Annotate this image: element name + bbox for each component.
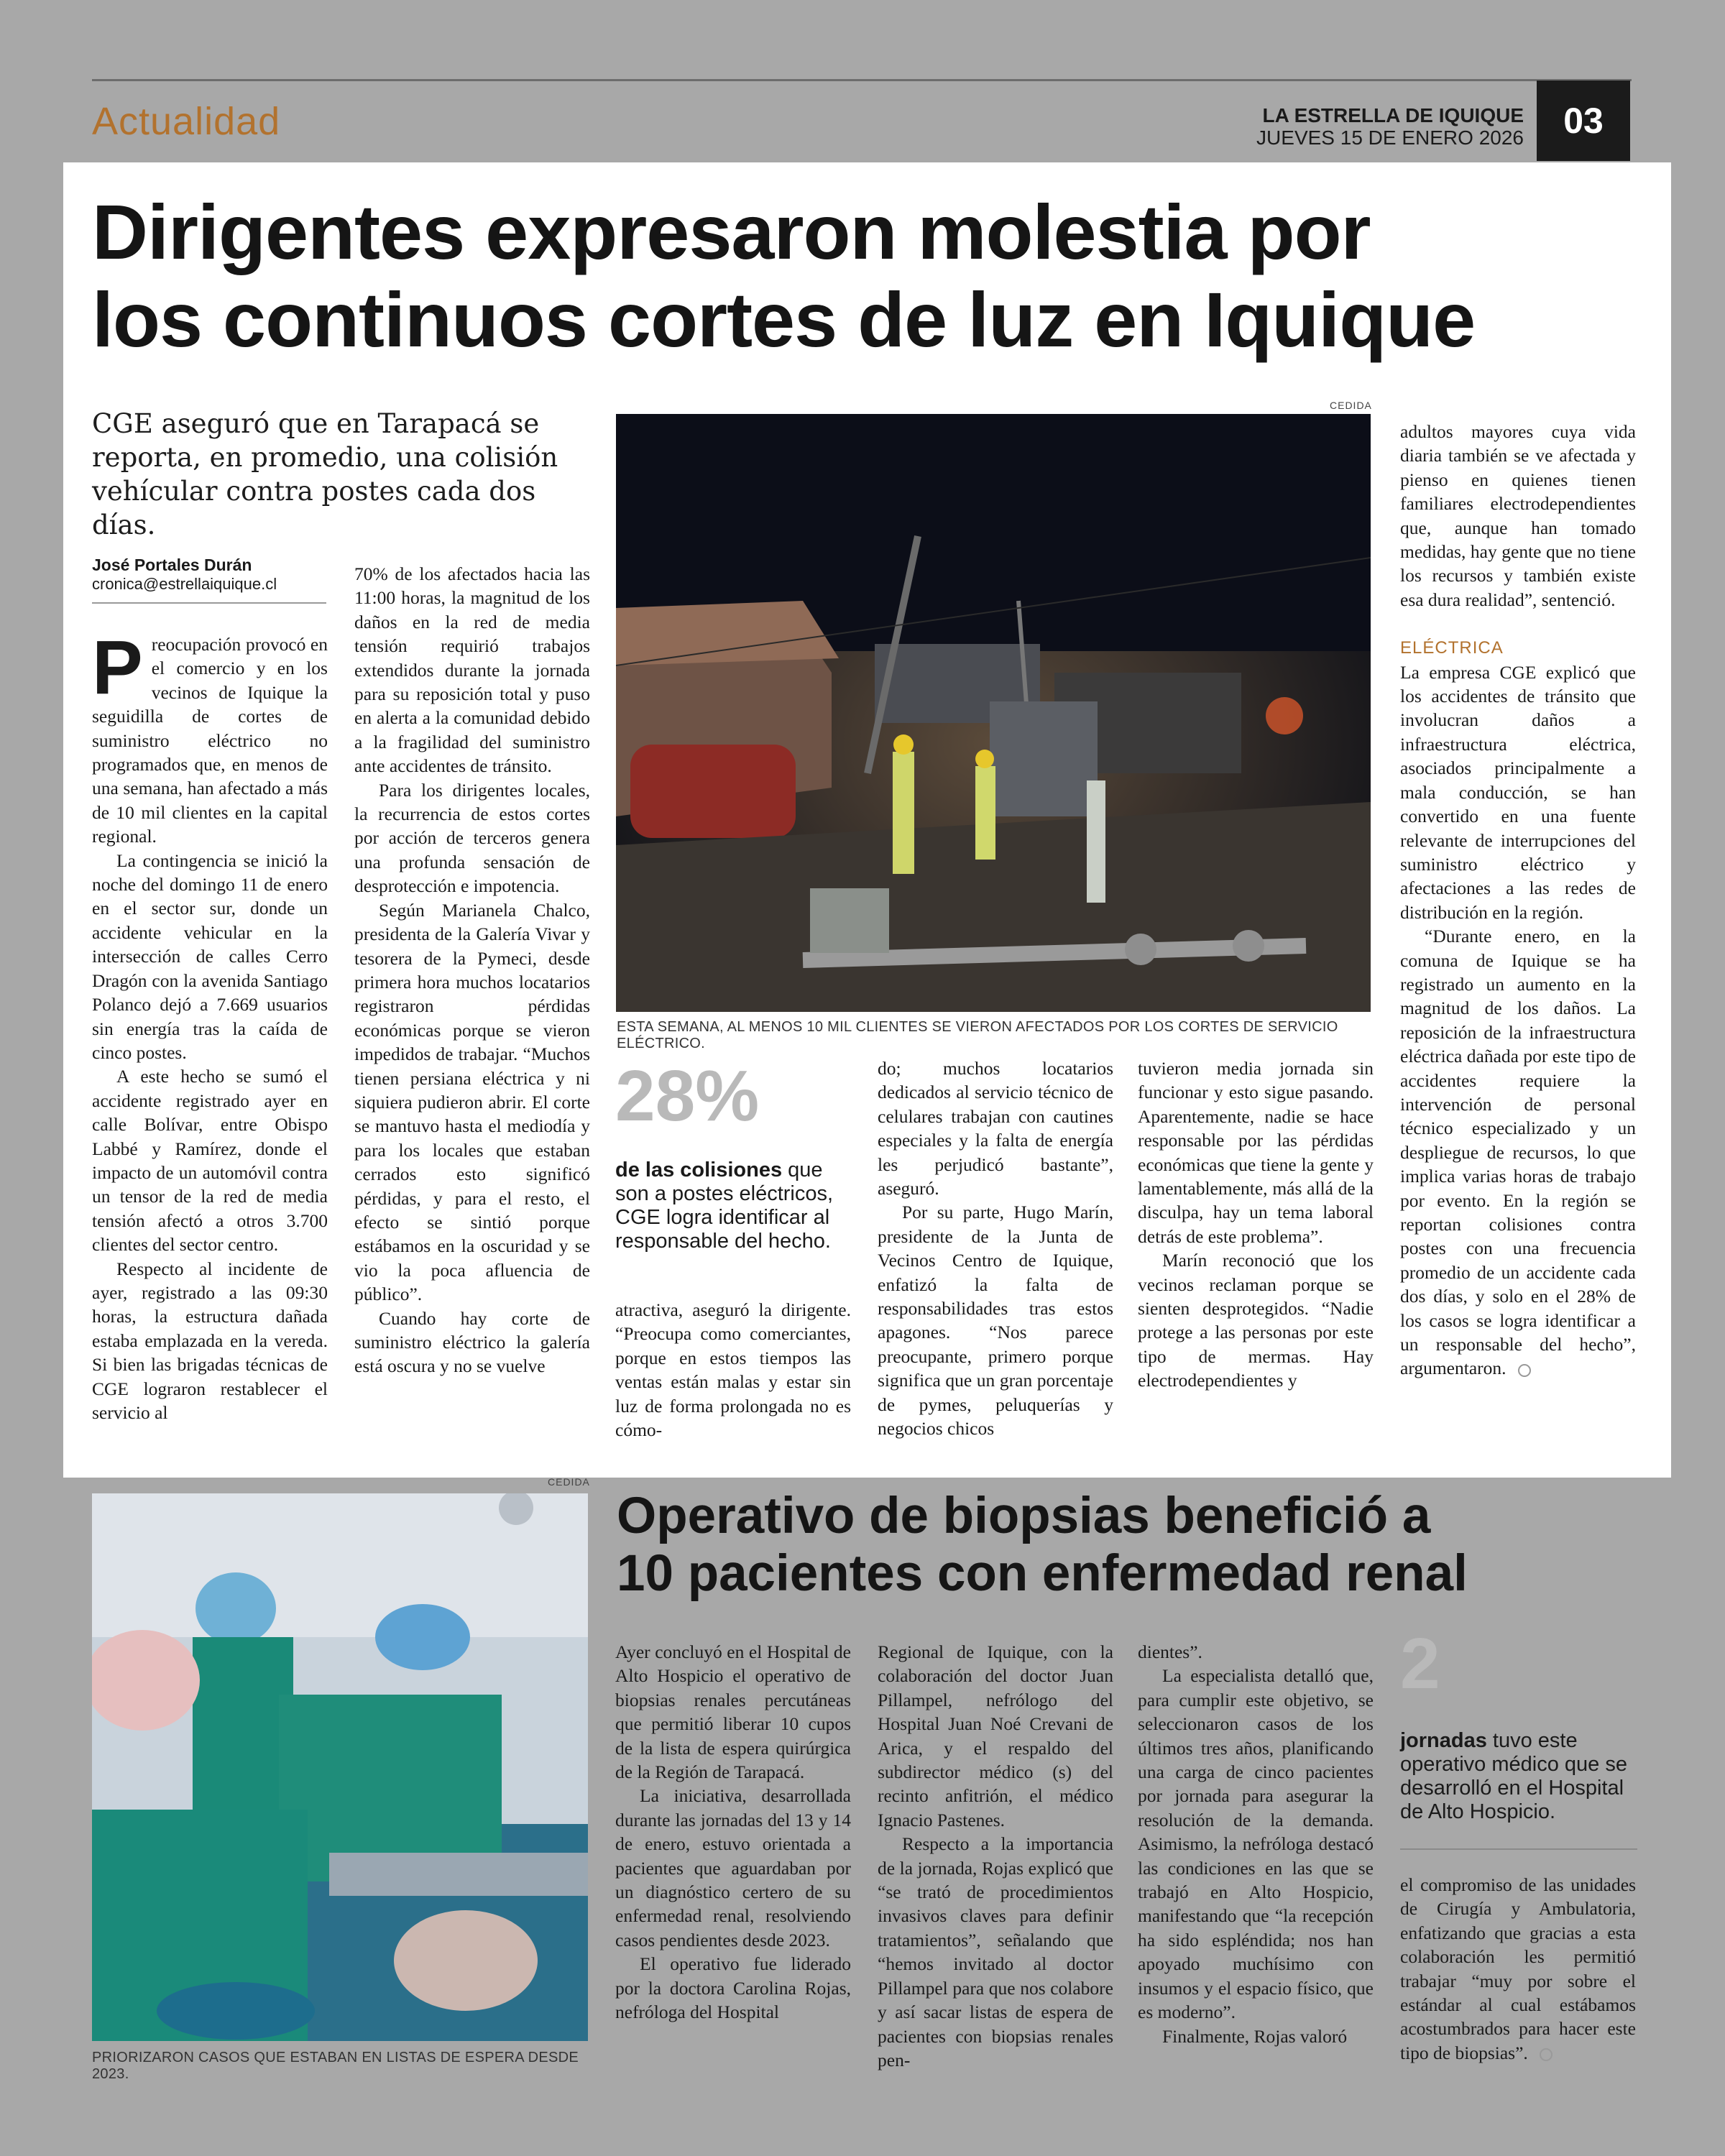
paragraph: Respecto a la importancia de la jornada, Rojas explicó que “se trató de procedimientos invasivos claves para definir tratamientos”, señalando que “hemos invitado al doctor Pillampel para que nos colabore y así sacar listas de espera de pacientes con biopsias renales pen- [878, 1833, 1113, 2070]
newspaper-name: LA ESTRELLA DE IQUIQUE [1262, 104, 1524, 126]
article1-column-5 [1138, 1056, 1374, 1393]
paragraph: Ayer concluyó en el Hospital de Alto Hospicio el operativo de biopsias renales percutáneas que permitió liberar 10 cupos de la lista de espera quirúrgica de la Región de Tarapacá. [615, 1641, 851, 1783]
stat-number-2: 2 [1400, 1623, 1440, 1704]
stat-rule [1400, 1848, 1637, 1850]
paragraph: Respecto al incidente de ayer, registrado a las 09:30 horas, la estructura dañada estaba emplazada en la vereda. Si bien las brigadas técnicas de CGE lograron restablecer el servicio al [92, 1258, 328, 1423]
page-number: 03 [1537, 80, 1630, 161]
article2-headline [617, 1488, 1623, 1603]
article1-column-2 [354, 562, 590, 1378]
paragraph: dientes”. [1138, 1641, 1202, 1662]
paragraph: 70% de los afectados hacia las 11:00 horas, la magnitud de los daños en la red de media tensión requirió trabajos extendidos durante la jornada para su reposición total y puso en alerta a la comunidad debido a la fragilidad del suministro ante accidentes de tránsito. [354, 563, 590, 777]
paragraph: Finalmente, Rojas valoró [1162, 2025, 1348, 2047]
paragraph: La empresa CGE explicó que los accidentes de tránsito que involucran daños a infraestructura eléctrica, asociados principalmente a mala conducción, se han convertido en una fuente relevante de interrupciones del suministro eléctrico y afectaciones a las redes de distribución en la región. [1400, 661, 1636, 923]
stat-text-2: tuvo este operativo médico que se desarrolló en el Hospital de Alto Hospicio. [1400, 1729, 1627, 1823]
stat-description [615, 1158, 845, 1253]
paragraph: A este hecho se sumó el accidente registrado ayer en calle Bolívar, entre Obispo Labbé y Ramírez, donde el impacto de un automóvil contra un tensor de la red de media tensión afectó a otros 3.700 clientes del sector centro. [92, 1066, 328, 1256]
top-rule [92, 79, 1632, 81]
paragraph-text: “Durante enero, en la comuna de Iquique se ha registrado un aumento en la magnitud de los daños. La reposición de la infraestructura eléctrica dañada por este tipo de accidentes requiere la intervención de personal técnico especializado y un despliegue de recursos, lo que implica varias horas de trabajo por evento. En la región se reportan colisiones contra postes con una frecuencia promedio de un accidente cada dos días, y solo en el 28% de los casos se logra identificar a un responsable del hecho”, argumentaron. [1400, 926, 1636, 1379]
paragraph: La contingencia se inició la noche del domingo 11 de enero en el sector sur, donde un accidente vehicular en la intersección de calles Cerro Dragón con la avenida Santiago Polanco dejó a 7.669 usuarios sin energía tras la caída de cinco postes. [92, 849, 328, 1063]
byline [92, 556, 277, 594]
paragraph: reocupación provocó en el comercio y en los vecinos de Iquique la seguidilla de cortes de suministro eléctrico no programados que, en menos de una semana, han afectado a más de 10 mil clientes en la capital regional. [92, 634, 328, 847]
paragraph: Para los dirigentes locales, la recurrencia de estos cortes por acción de terceros genera una profunda sensación de desprotección e impotencia. [354, 779, 590, 897]
author-email[interactable]: cronica@estrellaiquique.cl [92, 575, 277, 593]
power-outage-photo [616, 414, 1371, 1012]
paragraph: tuvieron media jornada sin funcionar y esto sigue pasando. Aparentemente, nadie se hace responsable por las pérdidas económicas que tiene la gente y lamentablemente, más allá de la disculpa, hay un tema laboral detrás de este problema”. [1138, 1058, 1374, 1247]
end-mark-icon [1540, 2048, 1552, 2061]
paragraph: Marín reconoció que los vecinos reclaman porque se sienten desprotegidos. “Nadie protege a las personas por este tipo de mermas. Hay electrodependientes y [1138, 1250, 1374, 1391]
paragraph: do; muchos locatarios dedicados al servicio técnico de celulares trabajan con cautines especiales y la falta de energía les perjudicó bastante”, aseguró. [878, 1058, 1113, 1199]
issue-date: JUEVES 15 DE ENERO 2026 [1256, 126, 1524, 149]
paragraph: Por su parte, Hugo Marín, presidente de la Junta de Vecinos Centro de Iquique, enfatizó la falta de responsabilidades tras estos apagones. “Nos parece preocupante, primero porque significa que un gran porcentaje de pymes, peluquerías y negocios chicos [878, 1202, 1113, 1439]
night-scene-image [616, 414, 1371, 1012]
article1-column-3 [615, 1298, 851, 1442]
photo-credit: CEDIDA [1330, 400, 1372, 411]
headline-line-2: los continuos cortes de luz en Iquique [92, 276, 1476, 363]
article1-headline [92, 188, 1637, 364]
biopsy-photo [92, 1493, 588, 2041]
paragraph: adultos mayores cuya vida diaria también se ve afectada y pienso en quienes tienen familiares electrodependientes que, aunque han tomado medidas, hay gente que no tiene los recursos y también existe esa dura realidad”, sentenció. [1400, 421, 1636, 610]
paragraph: La iniciativa, desarrollada durante las jornadas del 13 y 14 de enero, estuvo orientada a pacientes que aguardaban por un diagnóstico certero de su enfermedad renal, resolviendo casos pendientes desde 2023. [615, 1785, 851, 1950]
subhead: ELÉCTRICA [1400, 638, 1504, 658]
headline-line-2: 10 pacientes con enfermedad renal [617, 1545, 1468, 1602]
section-label: Actualidad [92, 100, 281, 143]
stat-text: que son a postes eléctricos, CGE logra identificar al responsable del hecho. [615, 1158, 834, 1253]
stat-description-2 [1400, 1729, 1637, 1824]
article2-column-1 [615, 1640, 851, 2024]
article2-column-4 [1400, 1873, 1636, 2065]
paragraph: Regional de Iquique, con la colaboración del doctor Juan Pillampel, nefrólogo del Hospital Juan Noé Crevani de Arica, y el respaldo del subdirector médico (s) del recinto anfitrión, el médico Ignacio Pastenes. [878, 1641, 1113, 1830]
article1-column-6 [1400, 420, 1636, 1381]
photo-caption-2: PRIORIZARON CASOS QUE ESTABAN EN LISTAS DE ESPERA DESDE 2023. [92, 2050, 579, 2082]
photo-caption: ESTA SEMANA, AL MENOS 10 MIL CLIENTES SE VIERON AFECTADOS POR LOS CORTES DE SERVICIO ELÉCTRICO. [617, 1019, 1338, 1051]
headline-line-1: Operativo de biopsias benefició a [617, 1488, 1431, 1544]
stat-bold-2: jornadas [1400, 1729, 1487, 1752]
photo-credit-2: CEDIDA [548, 1476, 590, 1488]
paragraph: La especialista detalló que, para cumplir este objetivo, se seleccionaron casos de los últimos tres años, planificando una carga de cinco pacientes por jornada para asegurar la resolución de la demanda. Asimismo, la nefróloga destacó las condiciones en las que se trabajó en Alto Hospicio, manifestando que “la recepción ha sido espléndida; nos han apoyado muchísimo con insumos y el espacio físico, que es moderno”. [1138, 1665, 1374, 2023]
operating-room-image [92, 1493, 588, 2041]
article2-column-3 [1138, 1640, 1374, 2048]
drop-cap: P [92, 625, 143, 710]
author-name: José Portales Durán [92, 556, 252, 574]
paragraph: El operativo fue liderado por la doctora Carolina Rojas, nefróloga del Hospital [615, 1953, 851, 2023]
paragraph [1400, 1873, 1636, 2065]
article1-lead: CGE aseguró que en Tarapacá se reporta, en promedio, una colisión vehícular contra postes cada dos días. [92, 408, 558, 540]
article1-column-1 [92, 625, 328, 1424]
article2-column-2 [878, 1640, 1113, 2072]
paragraph: Cuando hay corte de suministro eléctrico la galería está oscura y no se vuelve [354, 1307, 590, 1377]
end-mark-icon [1518, 1364, 1531, 1377]
article1-column-4 [878, 1056, 1113, 1441]
stat-number: 28% [615, 1056, 760, 1136]
byline-rule [92, 602, 326, 604]
stat-bold: de las colisiones [615, 1158, 783, 1181]
headline-line-1: Dirigentes expresaron molestia por [92, 188, 1371, 275]
paragraph-text: el compromiso de las unidades de Cirugía y Ambulatoria, enfatizando que gracias a esta colaboración les permitió trabajar “muy por sobre el estándar al cual estábamos acostumbrados para hacer este tipo de biopsias”. [1400, 1874, 1636, 2063]
paragraph: Según Marianela Chalco, presidenta de la Galería Vivar y tesorera de la Pymeci, desde primera hora muchos locatarios registraron pérdidas económicas porque se vieron impedidos de trabajar. “Muchos tienen persiana eléctrica y ni siquiera pudieron abrir. El corte se mantuvo hasta el mediodía y para los locales que estaban cerrados esto significó pérdidas, y para el resto, el efecto se sintió porque estábamos en la oscuridad y se vio la poca afluencia de público”. [354, 899, 590, 1305]
paragraph: atractiva, aseguró la dirigente. “Preocupa como comerciantes, porque en estos tiempos las ventas están malas y estar sin luz de forma prolongada no es cómo- [615, 1299, 851, 1441]
paragraph [1400, 924, 1636, 1381]
